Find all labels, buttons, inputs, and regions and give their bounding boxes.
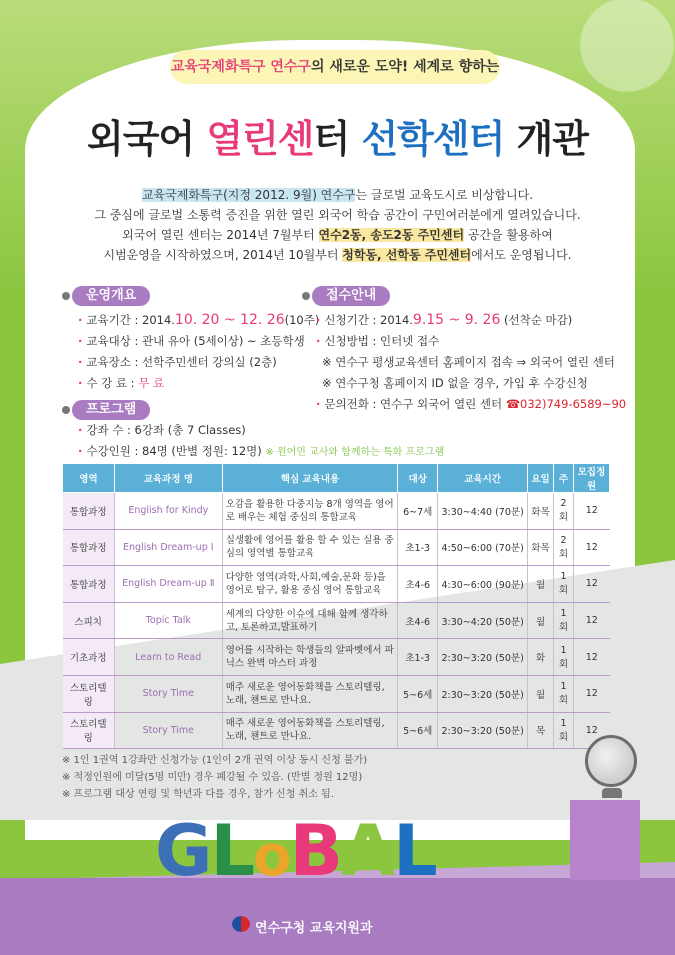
cell-area: 통합과정 bbox=[63, 529, 115, 566]
operation-period-label: 교육기간 : 2014. bbox=[86, 313, 175, 327]
table-row bbox=[63, 493, 610, 530]
cell-capacity: 12 bbox=[574, 675, 610, 712]
intro-line3-hl: 연수2동, 송도2동 주민센터 bbox=[318, 228, 465, 242]
cell-course: English Dream-up Ⅱ bbox=[114, 566, 222, 603]
tagline-highlight: 교육국제화특구 연수구 bbox=[170, 59, 311, 75]
cell-day: 화 bbox=[528, 639, 554, 676]
cell-course: Topic Talk bbox=[114, 602, 222, 639]
reception-period bbox=[316, 310, 626, 331]
bullet-dot-icon bbox=[62, 292, 70, 300]
globe-icon bbox=[585, 735, 637, 787]
cell-course: Story Time bbox=[114, 675, 222, 712]
table-header-row bbox=[63, 464, 610, 493]
intro-line4a: 시범운영을 시작하였으며, 2014년 10월부터 bbox=[103, 248, 343, 262]
reception-contact bbox=[316, 394, 626, 415]
section-label-reception: 접수안내 bbox=[312, 286, 390, 306]
cell-capacity: 12 bbox=[574, 566, 610, 603]
cell-weekly: 2회 bbox=[554, 529, 574, 566]
table-header-cell: 교육시간 bbox=[438, 464, 528, 493]
operation-place: · 교육장소 : 선학주민센터 강의실 (2층) bbox=[78, 352, 319, 373]
bullet-dot-icon bbox=[62, 406, 70, 414]
cell-weekly: 1회 bbox=[554, 566, 574, 603]
cell-capacity: 12 bbox=[574, 493, 610, 530]
reception-period-suffix: (선착순 마감) bbox=[500, 313, 573, 327]
table-header-cell: 영역 bbox=[63, 464, 115, 493]
cell-content: 세계의 다양한 이슈에 대해 함께 생각하고, 토론하고,발표하기 bbox=[222, 602, 398, 639]
cell-course: English Dream-up Ⅰ bbox=[114, 529, 222, 566]
reception-contact-label: 문의전화 : 연수구 외국어 열린 센터 bbox=[324, 397, 506, 411]
table-row bbox=[63, 566, 610, 603]
title-part3: 개관 bbox=[504, 117, 588, 161]
cell-content: 영어를 시작하는 학생들의 알파벳에서 파닉스 완벽 마스터 과정 bbox=[222, 639, 398, 676]
cell-time: 3:30~4:20 (50분) bbox=[438, 602, 528, 639]
title-pink1: 열린 bbox=[206, 117, 278, 161]
program-capacity-note: ※ 원어민 교사와 함께하는 특화 프로그램 bbox=[265, 447, 445, 458]
cell-target: 5~6세 bbox=[398, 675, 438, 712]
cell-area: 스피치 bbox=[63, 602, 115, 639]
reception-period-value: 9.15 ~ 9. 26 bbox=[412, 312, 501, 328]
cell-content: 매주 새로운 영어동화책을 스토리텔링, 노래, 챈트로 만나요. bbox=[222, 675, 398, 712]
program-count: · 강좌 수 : 6강좌 (총 7 Classes) bbox=[78, 420, 444, 441]
cell-area: 스토리텔링 bbox=[63, 712, 115, 749]
table-header-cell: 주 bbox=[554, 464, 574, 493]
cell-area: 통합과정 bbox=[63, 566, 115, 603]
title-part1: 외국어 bbox=[87, 117, 207, 161]
cell-course: English for Kindy bbox=[114, 493, 222, 530]
operation-period-value: 10. 20 ~ 12. 26 bbox=[174, 312, 285, 328]
logo-letter: A bbox=[340, 810, 394, 892]
table-row bbox=[63, 602, 610, 639]
table-row bbox=[63, 639, 610, 676]
globe-pillar bbox=[570, 800, 640, 880]
operation-list bbox=[78, 310, 319, 394]
cell-time: 4:50~6:00 (70분) bbox=[438, 529, 528, 566]
cell-time: 2:30~3:20 (50분) bbox=[438, 712, 528, 749]
footnote: ※ 프로그램 대상 연령 및 학년과 다를 경우, 참가 신청 취소 됨. bbox=[62, 789, 334, 800]
logo-letter: G bbox=[155, 810, 211, 892]
intro-line4b: 에서도 운영됩니다. bbox=[471, 248, 572, 262]
bullet-dot-icon bbox=[302, 292, 310, 300]
cell-day: 화목 bbox=[528, 529, 554, 566]
phone-number: ☎032)749-6589~90 bbox=[505, 397, 627, 411]
title-pink2: 센 bbox=[277, 117, 314, 161]
cell-course: Story Time bbox=[114, 712, 222, 749]
title-blue: 선학센터 bbox=[361, 117, 505, 161]
cell-time: 2:30~3:20 (50분) bbox=[438, 639, 528, 676]
cell-area: 기초과정 bbox=[63, 639, 115, 676]
logo-letter: L bbox=[210, 810, 254, 892]
program-capacity bbox=[78, 441, 444, 463]
intro-text bbox=[55, 185, 620, 265]
reception-method: · 신청방법 : 인터넷 접수 bbox=[316, 331, 626, 352]
cell-day: 목 bbox=[528, 712, 554, 749]
cell-target: 초1-3 bbox=[398, 529, 438, 566]
intro-line2: 그 중심에 글로벌 소통력 증진을 위한 열린 외국어 학습 공간이 구민여러분에게 열려있습니다. bbox=[94, 208, 581, 222]
cell-day: 화목 bbox=[528, 493, 554, 530]
cell-time: 2:30~3:20 (50분) bbox=[438, 675, 528, 712]
cell-weekly: 1회 bbox=[554, 675, 574, 712]
table-header-cell: 교육과정 명 bbox=[114, 464, 222, 493]
operation-target: · 교육대상 : 관내 유아 (5세이상) ~ 초등학생 bbox=[78, 331, 319, 352]
cell-weekly: 1회 bbox=[554, 639, 574, 676]
cell-capacity: 12 bbox=[574, 602, 610, 639]
reception-period-label: 신청기간 : 2014. bbox=[324, 313, 413, 327]
tagline-rest: 의 새로운 도약! 세계로 향하는 bbox=[310, 59, 500, 75]
cell-weekly: 1회 bbox=[554, 712, 574, 749]
table-header-cell: 대상 bbox=[398, 464, 438, 493]
program-capacity-text: 수강인원 : 84명 (반별 정원: 12명) bbox=[86, 444, 262, 458]
cell-content: 오감을 활용한 다중지능 8개 영역을 영어로 배우는 체험 중심의 통합교육 bbox=[222, 493, 398, 530]
reception-list bbox=[316, 310, 626, 415]
operation-period bbox=[78, 310, 319, 331]
operation-fee-label: 수 강 료 : bbox=[86, 376, 139, 390]
intro-line4-hl: 청학동, 선학동 주민센터 bbox=[342, 248, 472, 262]
cell-time: 3:30~4:40 (70분) bbox=[438, 493, 528, 530]
intro-line3a: 외국어 열린 센터는 2014년 7월부터 bbox=[122, 228, 319, 242]
cell-target: 초4-6 bbox=[398, 566, 438, 603]
operation-fee-value: 무 료 bbox=[138, 376, 165, 390]
cell-capacity: 12 bbox=[574, 529, 610, 566]
table-header-cell: 모집정원 bbox=[574, 464, 610, 493]
table-row bbox=[63, 675, 610, 712]
reception-note1: ※ 연수구 평생교육센터 홈페이지 접속 ⇒ 외국어 열린 센터 bbox=[322, 355, 615, 369]
title-part2: 터 bbox=[313, 117, 362, 161]
cell-weekly: 1회 bbox=[554, 602, 574, 639]
table-row bbox=[63, 712, 610, 749]
table-row bbox=[63, 529, 610, 566]
cell-time: 4:30~6:00 (90분) bbox=[438, 566, 528, 603]
cell-day: 월 bbox=[528, 566, 554, 603]
intro-line3b: 공간을 활용하여 bbox=[464, 228, 553, 242]
tagline bbox=[170, 50, 500, 84]
organization-name: 연수구청 교육지원과 bbox=[255, 921, 373, 936]
cell-target: 6~7세 bbox=[398, 493, 438, 530]
cell-content: 매주 새로운 영어동화책을 스토리텔링, 노래, 챈트로 만나요. bbox=[222, 712, 398, 749]
operation-period-suffix: (10주) bbox=[284, 313, 320, 327]
logo-letter: L bbox=[393, 810, 436, 892]
operation-fee bbox=[78, 373, 319, 394]
cell-area: 스토리텔링 bbox=[63, 675, 115, 712]
yeonsu-emblem-icon bbox=[232, 916, 250, 932]
table-header-cell: 핵심 교육내용 bbox=[222, 464, 398, 493]
cell-content: 다양한 영역(과학,사회,예술,문화 등)을 영어로 탐구, 활용 중심 영어 통합교육 bbox=[222, 566, 398, 603]
section-label-operation: 운영개요 bbox=[72, 286, 150, 306]
cell-weekly: 2회 bbox=[554, 493, 574, 530]
program-list bbox=[78, 420, 444, 463]
cell-target: 5~6세 bbox=[398, 712, 438, 749]
cell-target: 초4-6 bbox=[398, 602, 438, 639]
intro-line1-hl: 교육국제화특구(지정 2012. 9월) 연수구 bbox=[141, 188, 356, 202]
table-header-cell: 요일 bbox=[528, 464, 554, 493]
footnotes bbox=[62, 752, 367, 803]
program-table bbox=[62, 463, 610, 749]
globe-stand-icon bbox=[602, 788, 622, 798]
cell-course: Learn to Read bbox=[114, 639, 222, 676]
footnote: ※ 적정인원에 미달(5명 미만) 경우 폐강될 수 있음. (반별 정원 12명) bbox=[62, 772, 363, 783]
cell-target: 초1-3 bbox=[398, 639, 438, 676]
cell-content: 실생활에 영어를 활용 할 수 있는 실용 중심의 영역별 통합교육 bbox=[222, 529, 398, 566]
cell-day: 월 bbox=[528, 675, 554, 712]
logo-letter: o bbox=[253, 824, 290, 889]
page-title bbox=[0, 108, 675, 163]
reception-note2: ※ 연수구청 홈페이지 ID 없을 경우, 가입 후 수강신청 bbox=[322, 376, 588, 390]
cell-capacity: 12 bbox=[574, 712, 610, 749]
logo-letter: B bbox=[289, 810, 341, 892]
global-logo bbox=[155, 810, 436, 892]
cell-day: 월 bbox=[528, 602, 554, 639]
intro-line1: 는 글로벌 교육도시로 비상합니다. bbox=[355, 188, 534, 202]
footnote: ※ 1인 1권역 1강좌만 신청가능 (1인이 2개 권역 이상 동시 신청 불가) bbox=[62, 755, 368, 766]
cell-area: 통합과정 bbox=[63, 493, 115, 530]
cell-capacity: 12 bbox=[574, 639, 610, 676]
section-label-program: 프로그램 bbox=[72, 400, 150, 420]
